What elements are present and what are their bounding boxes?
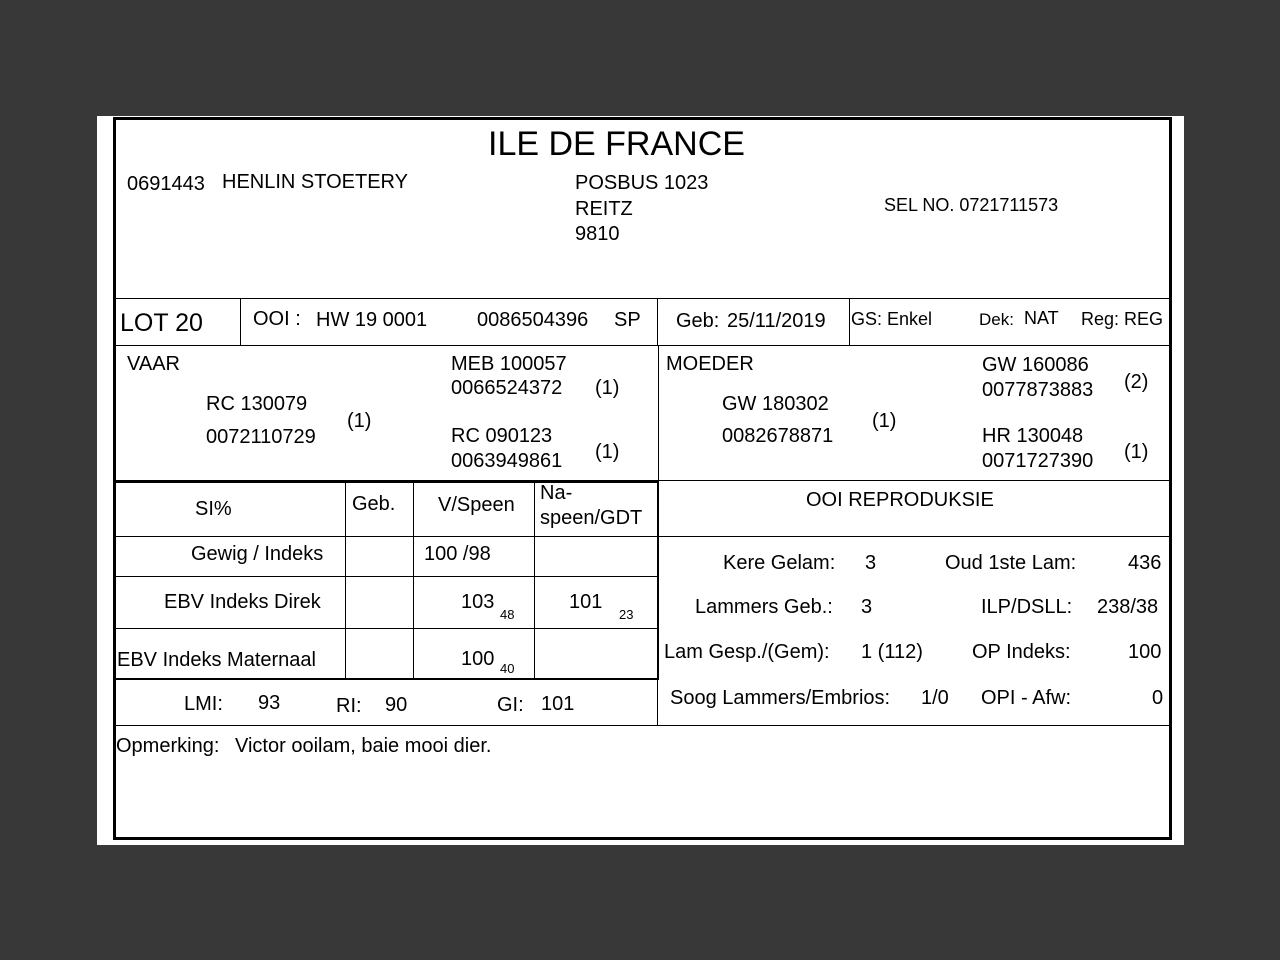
sire-dam-number: 0063949861 (451, 450, 563, 472)
row-ebv-direk-vspeen-sub: 48 (500, 607, 515, 622)
divider-lot-col2 (657, 298, 658, 345)
dam-dam-mark: (1) (1124, 441, 1149, 463)
divider-si-bottom (115, 678, 658, 680)
moeder-label: MOEDER (666, 353, 754, 375)
reg-value: Reg: REG (1081, 309, 1164, 329)
sire-sire-code: MEB 100057 (451, 353, 567, 375)
ooi-number: 0086504396 (477, 309, 589, 331)
lammers-value: 3 (861, 596, 873, 618)
ooi-label: OOI : (253, 308, 301, 330)
row-ebv-direk-naspeen-sub: 23 (619, 607, 634, 622)
phone-number: SEL NO. 0721711573 (884, 195, 1059, 215)
divider-si-right (657, 481, 659, 680)
divider-si-col3 (534, 481, 535, 678)
dam-dam-number: 0071727390 (982, 450, 1094, 472)
sire-sire-number: 0066524372 (451, 377, 563, 399)
ooi-suffix: SP (614, 309, 641, 331)
address-line-3: 9810 (575, 223, 620, 245)
sire-dam-code: RC 090123 (451, 425, 553, 447)
sire-code: RC 130079 (206, 393, 308, 415)
divider-indexes (115, 725, 1172, 726)
row-ebv-direk-vspeen: 103 (461, 591, 495, 613)
divider-lot (115, 345, 1172, 346)
breeder-id: 0691443 (127, 173, 205, 195)
lamgesp-value: 1 (112) (861, 641, 923, 663)
opi-value: 0 (1152, 687, 1164, 709)
ilp-label: ILP/DSLL: (981, 596, 1073, 618)
remarks-text: Victor ooilam, baie mooi dier. (235, 735, 492, 757)
geb-header: Geb. (352, 493, 396, 515)
lmi-label: LMI: (184, 693, 223, 715)
soog-label: Soog Lammers/Embrios: (670, 687, 891, 709)
ooi-code: HW 19 0001 (316, 309, 428, 331)
dek-label: Dek: (979, 310, 1014, 329)
kere-value: 3 (865, 552, 877, 574)
row-ebv-direk-naspeen: 101 (569, 591, 603, 613)
divider-lot-col1 (240, 298, 241, 345)
reproduksie-title: OOI REPRODUKSIE (806, 489, 994, 511)
dam-sire-mark: (2) (1124, 371, 1149, 393)
ri-value: 90 (385, 694, 408, 716)
divider-pedigree-mid (658, 345, 659, 480)
si-header: SI% (195, 498, 232, 520)
divider-si-col2 (413, 481, 414, 678)
sire-sire-mark: (1) (595, 377, 620, 399)
lammers-label: Lammers Geb.: (695, 596, 833, 618)
naspeen-header-line1: Na- (540, 482, 573, 504)
divider-si-row2 (115, 628, 658, 629)
sire-dam-mark: (1) (595, 441, 620, 463)
gi-label: GI: (497, 694, 524, 716)
lot-number: LOT 20 (120, 309, 203, 337)
address-line-2: REITZ (575, 198, 633, 220)
row-ebv-maternaal-vspeen-sub: 40 (500, 661, 515, 676)
row-gewig-vspeen: 100 /98 (424, 543, 491, 565)
divider-si-header (115, 536, 1172, 537)
dam-sire-number: 0077873883 (982, 379, 1094, 401)
breed-title: ILE DE FRANCE (488, 125, 745, 163)
soog-value: 1/0 (921, 687, 949, 709)
breeder-name: HENLIN STOETERY (222, 171, 408, 193)
op-value: 100 (1128, 641, 1162, 663)
ilp-value: 238/38 (1097, 596, 1159, 618)
dam-mark: (1) (872, 410, 897, 432)
vaar-label: VAAR (127, 353, 180, 375)
row-ebv-maternaal-vspeen: 100 (461, 648, 495, 670)
oud-value: 436 (1128, 552, 1162, 574)
divider-lot-col3 (849, 298, 850, 345)
row-ebv-direk-label: EBV Indeks Direk (164, 591, 321, 613)
lmi-value: 93 (258, 692, 281, 714)
divider-si-row1 (115, 576, 658, 577)
gs-value: GS: Enkel (851, 309, 933, 329)
remarks-label: Opmerking: (116, 735, 220, 757)
divider-header (115, 298, 1172, 299)
op-label: OP Indeks: (972, 641, 1071, 663)
row-gewig-label: Gewig / Indeks (191, 543, 324, 565)
dam-dam-code: HR 130048 (982, 425, 1084, 447)
sale-card (113, 117, 1172, 840)
dam-sire-code: GW 160086 (982, 354, 1089, 376)
dam-number: 0082678871 (722, 425, 834, 447)
gi-value: 101 (541, 693, 575, 715)
divider-si-col1 (345, 481, 346, 678)
row-ebv-maternaal-label: EBV Indeks Maternaal (117, 649, 316, 671)
naspeen-header-line2: speen/GDT (540, 507, 643, 529)
sire-mark: (1) (347, 410, 372, 432)
vspeen-header: V/Speen (438, 494, 515, 516)
opi-label: OPI - Afw: (981, 687, 1072, 709)
lamgesp-label: Lam Gesp./(Gem): (664, 641, 830, 663)
sire-number: 0072110729 (206, 426, 316, 448)
dam-code: GW 180302 (722, 393, 829, 415)
ri-label: RI: (336, 695, 362, 717)
divider-si-top (115, 481, 658, 483)
divider-index-mid (657, 680, 658, 725)
address-line-1: POSBUS 1023 (575, 172, 709, 194)
dek-value: NAT (1024, 308, 1059, 328)
oud-label: Oud 1ste Lam: (945, 552, 1077, 574)
kere-label: Kere Gelam: (723, 552, 836, 574)
geb-label: Geb: (676, 310, 720, 332)
geb-date: 25/11/2019 (727, 310, 826, 332)
